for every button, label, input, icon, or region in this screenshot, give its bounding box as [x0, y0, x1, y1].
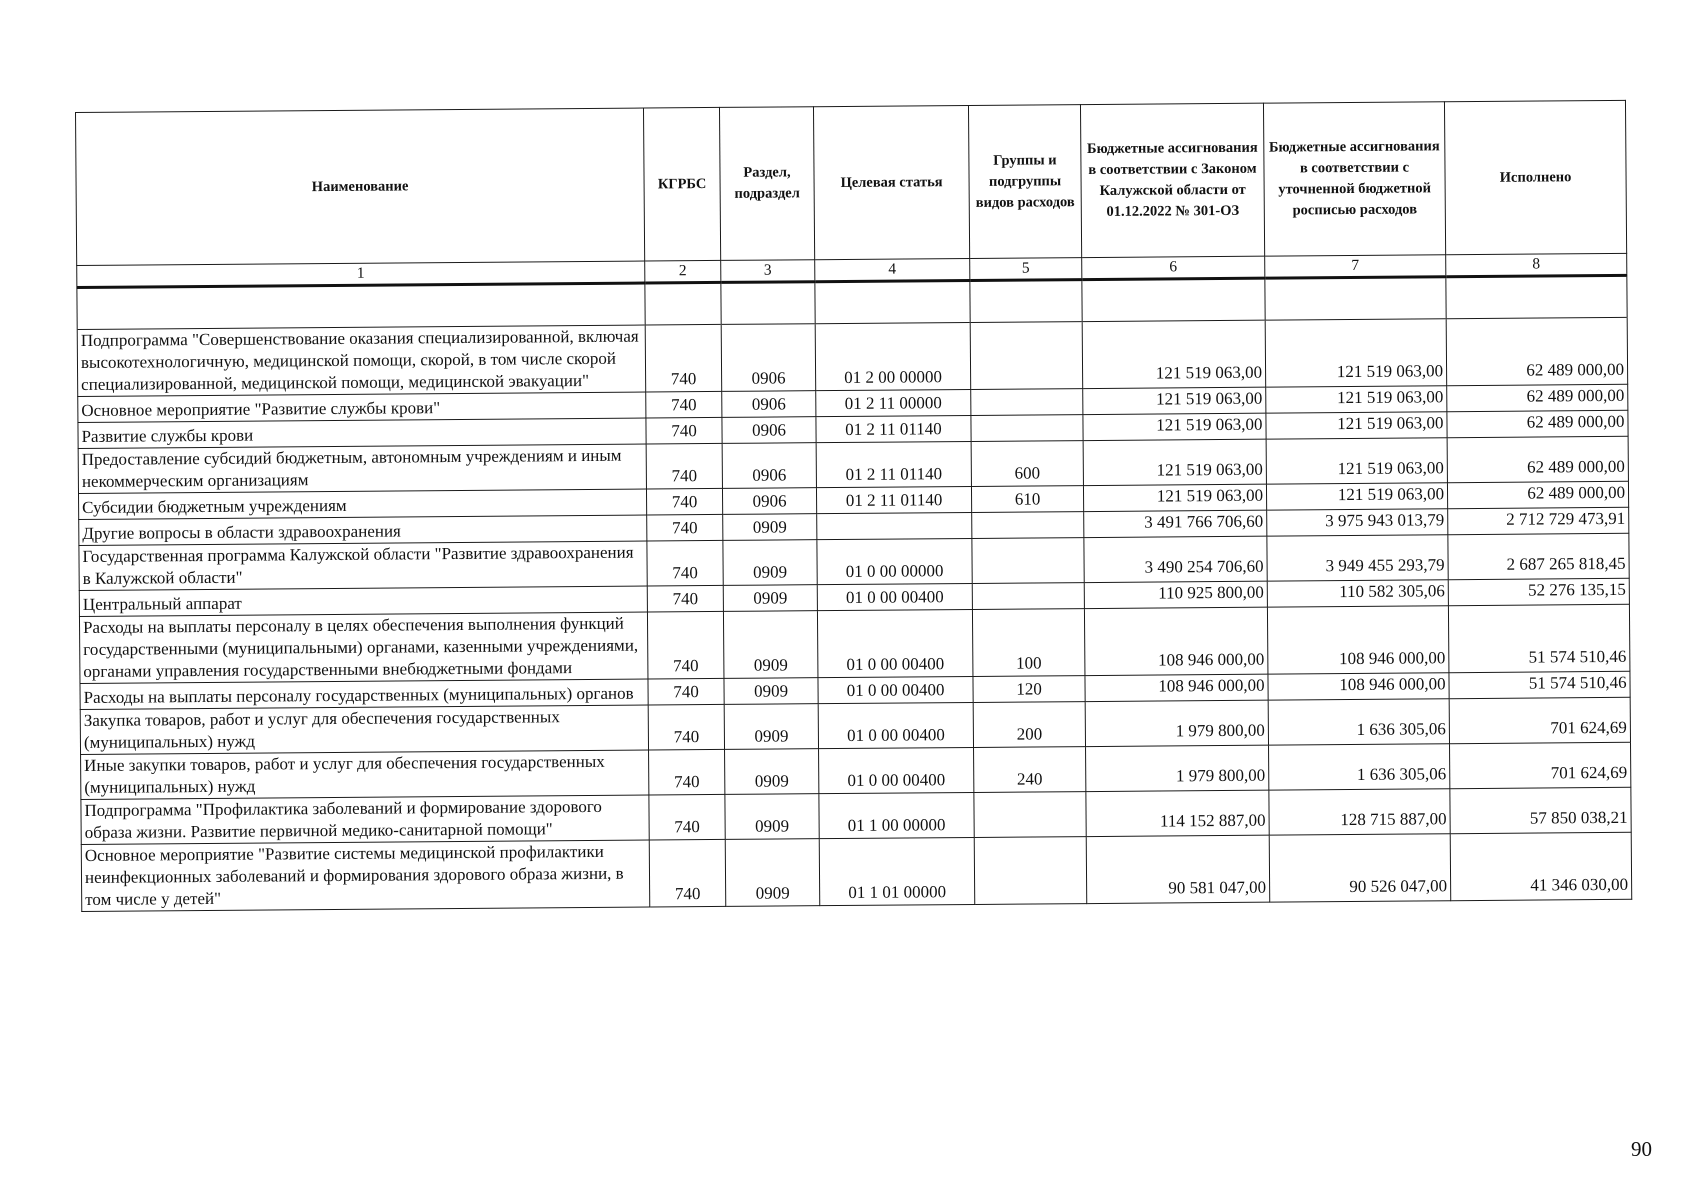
row-expense-group: 120 [973, 676, 1085, 703]
header-refined: Бюджетные ассигнования в соответствии с уточненной бюджетной росписью расходов [1263, 102, 1445, 256]
row-razdel: 0909 [725, 839, 820, 907]
row-executed-amount: 41 346 030,00 [1450, 832, 1632, 900]
table-row [81, 832, 1631, 911]
row-refined-amount: 110 582 305,06 [1267, 580, 1448, 607]
row-expense-group: 240 [974, 747, 1086, 793]
row-executed-amount: 62 489 000,00 [1447, 436, 1628, 482]
row-expense-group: 200 [973, 702, 1085, 748]
row-name: Подпрограмма "Профилактика заболеваний и формирование здорового образа жизни. Развитие первичной медико-санитарной помощи" [81, 795, 649, 844]
row-law-amount: 121 519 063,00 [1083, 413, 1266, 440]
row-law-amount: 1 979 800,00 [1086, 745, 1269, 791]
row-target-article: 01 0 00 00400 [818, 676, 973, 703]
row-expense-group [971, 415, 1083, 442]
row-law-amount: 121 519 063,00 [1083, 387, 1266, 414]
header-name: Наименование [76, 108, 645, 265]
row-target-article: 01 2 00 00000 [815, 322, 971, 390]
row-executed-amount: 701 624,69 [1450, 742, 1631, 788]
row-executed-amount: 62 489 000,00 [1446, 317, 1628, 385]
row-target-article: 01 2 11 01140 [816, 441, 971, 487]
row-expense-group: 610 [971, 486, 1083, 513]
row-target-article: 01 2 11 01140 [816, 486, 971, 513]
row-target-article: 01 1 01 00000 [819, 837, 975, 905]
row-kgrbs: 740 [647, 540, 723, 586]
table-row [77, 317, 1627, 396]
row-razdel: 0909 [723, 585, 817, 612]
row-target-article: 01 1 00 00000 [819, 792, 974, 838]
column-number: 1 [77, 261, 645, 287]
row-kgrbs: 740 [646, 391, 722, 418]
row-law-amount: 3 491 766 706,60 [1084, 510, 1267, 537]
row-name: Закупка товаров, работ и услуг для обеспечения государственных (муниципальных) нужд [80, 705, 648, 754]
row-razdel: 0909 [724, 678, 818, 705]
row-razdel: 0909 [725, 749, 819, 795]
header-razdel: Раздел, подраздел [719, 107, 814, 261]
column-number: 7 [1265, 255, 1446, 278]
row-law-amount: 3 490 254 706,60 [1084, 536, 1267, 582]
row-kgrbs: 740 [647, 585, 723, 612]
row-law-amount: 110 925 800,00 [1084, 581, 1267, 608]
row-name: Предоставление субсидий бюджетным, автономным учреждениям и иным некоммерческим организациям [78, 444, 646, 493]
row-law-amount: 121 519 063,00 [1082, 320, 1266, 388]
row-razdel: 0909 [724, 704, 818, 750]
row-name: Развитие службы крови [78, 418, 646, 448]
row-refined-amount: 3 949 455 293,79 [1267, 535, 1448, 581]
row-kgrbs: 740 [647, 611, 724, 679]
row-expense-group [974, 837, 1087, 905]
row-refined-amount: 128 715 887,00 [1269, 789, 1450, 835]
row-expense-group [970, 322, 1083, 390]
row-law-amount: 108 946 000,00 [1085, 674, 1268, 701]
row-kgrbs: 740 [649, 839, 726, 907]
row-refined-amount: 121 519 063,00 [1266, 483, 1447, 510]
row-expense-group [972, 538, 1084, 584]
row-razdel: 0909 [723, 514, 817, 541]
row-name: Центральный аппарат [79, 586, 647, 616]
page-number: 90 [1631, 1137, 1652, 1161]
row-razdel: 0909 [723, 540, 817, 586]
row-razdel: 0906 [721, 324, 816, 392]
row-law-amount: 121 519 063,00 [1083, 484, 1266, 511]
row-executed-amount: 701 624,69 [1449, 697, 1630, 743]
row-executed-amount: 2 687 265 818,45 [1448, 533, 1629, 579]
row-law-amount: 108 946 000,00 [1084, 607, 1268, 675]
row-refined-amount: 108 946 000,00 [1268, 673, 1449, 700]
row-kgrbs: 740 [645, 324, 722, 392]
row-target-article: 01 2 11 01140 [816, 415, 971, 442]
header-target: Целевая статья [813, 105, 969, 259]
row-target-article: 01 0 00 00400 [819, 747, 974, 793]
row-name: Расходы на выплаты персоналу в целях обеспечения выполнения функций государственными (муниципальными) органами, казенными учреждениями, органами управления государственными внебюджетными фондами [79, 612, 648, 683]
row-expense-group [972, 512, 1084, 539]
row-executed-amount: 57 850 038,21 [1450, 787, 1631, 833]
row-law-amount: 121 519 063,00 [1083, 439, 1266, 485]
row-law-amount: 90 581 047,00 [1086, 835, 1270, 903]
row-executed-amount: 62 489 000,00 [1447, 481, 1628, 508]
document-sheet [75, 100, 1632, 1042]
column-number: 8 [1446, 253, 1627, 276]
row-refined-amount: 121 519 063,00 [1266, 412, 1447, 439]
row-kgrbs: 740 [647, 514, 723, 541]
row-executed-amount: 62 489 000,00 [1447, 384, 1628, 411]
row-kgrbs: 740 [648, 678, 724, 705]
row-kgrbs: 740 [646, 417, 722, 444]
row-refined-amount: 1 636 305,06 [1268, 699, 1449, 745]
row-executed-amount: 2 712 729 473,91 [1448, 507, 1629, 534]
header-row [76, 100, 1627, 265]
row-expense-group [974, 792, 1086, 838]
column-number: 3 [721, 260, 815, 283]
row-name: Расходы на выплаты персоналу государственных (муниципальных) органов [80, 679, 648, 709]
column-number: 5 [970, 258, 1082, 281]
row-razdel: 0906 [722, 417, 816, 444]
row-executed-amount: 62 489 000,00 [1447, 410, 1628, 437]
row-refined-amount: 121 519 063,00 [1266, 438, 1447, 484]
row-razdel: 0909 [725, 794, 819, 840]
row-razdel: 0909 [723, 611, 818, 679]
row-law-amount: 1 979 800,00 [1085, 700, 1268, 746]
row-target-article: 01 0 00 00000 [817, 538, 972, 584]
row-name: Субсидии бюджетным учреждениям [78, 489, 646, 519]
row-refined-amount: 121 519 063,00 [1266, 386, 1447, 413]
row-kgrbs: 740 [646, 443, 722, 489]
column-number: 6 [1082, 256, 1265, 279]
row-kgrbs: 740 [649, 794, 725, 840]
row-expense-group: 100 [972, 609, 1085, 677]
row-name: Подпрограмма "Совершенствование оказания специализированной, включая высокотехнологичную, медицинской помощи, скорой, в том числе скорой специализированной, медицинской помощи, медицинской эвакуации" [77, 325, 646, 396]
header-law: Бюджетные ассигнования в соответствии с Законом Калужской области от 01.12.2022 № 301-ОЗ [1080, 103, 1264, 257]
row-target-article: 01 0 00 00400 [817, 583, 972, 610]
header-groups: Группы и подгруппы видов расходов [968, 105, 1081, 259]
row-razdel: 0906 [722, 443, 816, 489]
budget-table [75, 100, 1632, 912]
row-razdel: 0906 [722, 391, 816, 418]
row-kgrbs: 740 [648, 704, 724, 750]
row-expense-group: 600 [971, 441, 1083, 487]
row-target-article: 01 2 11 00000 [816, 389, 971, 416]
column-number: 2 [645, 260, 721, 283]
row-law-amount: 114 152 887,00 [1086, 790, 1269, 836]
row-refined-amount: 108 946 000,00 [1267, 606, 1449, 674]
row-name: Государственная программа Калужской области "Развитие здравоохранения в Калужской области" [79, 541, 647, 590]
row-refined-amount: 3 975 943 013,79 [1267, 509, 1448, 536]
row-expense-group [972, 583, 1084, 610]
row-name: Основное мероприятие "Развитие службы крови" [78, 392, 646, 422]
row-executed-amount: 51 574 510,46 [1448, 604, 1630, 672]
column-number: 4 [815, 258, 970, 281]
row-name: Основное мероприятие "Развитие системы медицинской профилактики неинфекционных заболеваний и формирования здорового образа жизни, в том числе у детей" [81, 840, 650, 911]
row-kgrbs: 740 [649, 749, 725, 795]
row-refined-amount: 90 526 047,00 [1269, 834, 1451, 902]
row-razdel: 0906 [722, 488, 816, 515]
row-refined-amount: 121 519 063,00 [1265, 319, 1447, 387]
row-target-article: 01 0 00 00400 [817, 609, 973, 677]
row-executed-amount: 51 574 510,46 [1449, 671, 1630, 698]
row-name: Другие вопросы в области здравоохранения [79, 515, 647, 545]
table-row [79, 604, 1629, 683]
row-target-article: 01 0 00 00400 [818, 702, 973, 748]
header-kgrbs: КГРБС [643, 107, 720, 261]
row-name: Иные закупки товаров, работ и услуг для обеспечения государственных (муниципальных) нужд [81, 750, 649, 799]
row-executed-amount: 52 276 135,15 [1448, 578, 1629, 605]
row-expense-group [971, 389, 1083, 416]
row-target-article [817, 512, 972, 539]
header-executed: Исполнено [1444, 100, 1626, 254]
row-kgrbs: 740 [646, 488, 722, 515]
row-refined-amount: 1 636 305,06 [1269, 744, 1450, 790]
